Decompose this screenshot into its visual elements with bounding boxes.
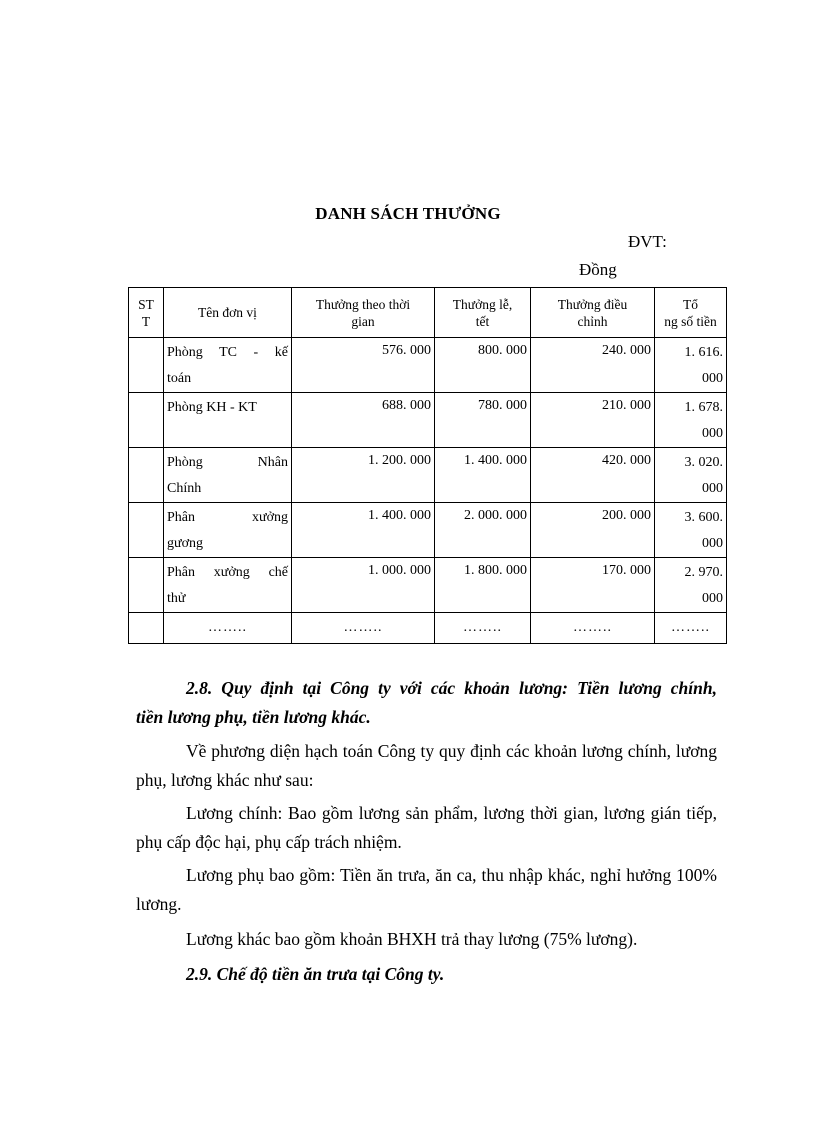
cell-holiday-bonus: 1. 800. 000 — [435, 558, 531, 613]
table-row — [129, 503, 727, 558]
cell-empty — [129, 613, 164, 644]
cell-stt — [129, 338, 164, 393]
cell-time-bonus: 688. 000 — [292, 393, 435, 448]
page-title: DANH SÁCH THƯỞNG — [315, 204, 501, 223]
paragraph-accounting: Về phương diện hạch toán Công ty quy định các khoản lương chính, lương phụ, lương khác như sau: — [136, 741, 717, 790]
ellipsis-cell: …….. — [531, 613, 655, 644]
cell-holiday-bonus: 2. 000. 000 — [435, 503, 531, 558]
paragraph-other-salary: Lương khác bao gồm khoản BHXH trả thay lương (75% lương). — [186, 929, 638, 949]
table-row — [129, 393, 727, 448]
cell-name: Phòng KH - KT — [164, 393, 292, 448]
ellipsis-cell: …….. — [292, 613, 435, 644]
header-name: Tên đơn vị — [164, 288, 292, 338]
cell-holiday-bonus: 800. 000 — [435, 338, 531, 393]
header-total: Tổ ng số tiền — [655, 288, 727, 338]
section-2-8-heading-line2: tiền lương phụ, tiền lương khác. — [136, 707, 371, 727]
table-row — [129, 338, 727, 393]
cell-stt — [129, 503, 164, 558]
cell-name: Phân xưởng gương — [164, 503, 292, 558]
header-stt: ST T — [129, 288, 164, 338]
cell-stt — [129, 393, 164, 448]
ellipsis-cell: …….. — [164, 613, 292, 644]
unit-label: ĐVT: — [628, 232, 667, 251]
header-holiday-bonus: Thưởng lễ, tết — [435, 288, 531, 338]
cell-name: Phân xưởng chế thử — [164, 558, 292, 613]
cell-stt — [129, 448, 164, 503]
cell-total: 1. 678. 000 — [655, 393, 727, 448]
header-time-bonus: Thưởng theo thời gian — [292, 288, 435, 338]
cell-name: Phòng TC - kế toán — [164, 338, 292, 393]
cell-time-bonus: 1. 000. 000 — [292, 558, 435, 613]
cell-total: 3. 600. 000 — [655, 503, 727, 558]
cell-adjust-bonus: 210. 000 — [531, 393, 655, 448]
table-row — [129, 558, 727, 613]
cell-adjust-bonus: 200. 000 — [531, 503, 655, 558]
cell-adjust-bonus: 170. 000 — [531, 558, 655, 613]
header-adjust-bonus: Thưởng điều chỉnh — [531, 288, 655, 338]
section-2-9-heading: 2.9. Chế độ tiền ăn trưa tại Công ty. — [186, 964, 445, 984]
table-row — [129, 448, 727, 503]
cell-adjust-bonus: 240. 000 — [531, 338, 655, 393]
cell-time-bonus: 1. 400. 000 — [292, 503, 435, 558]
cell-adjust-bonus: 420. 000 — [531, 448, 655, 503]
cell-time-bonus: 576. 000 — [292, 338, 435, 393]
cell-holiday-bonus: 1. 400. 000 — [435, 448, 531, 503]
unit-value: Đồng — [579, 260, 617, 279]
cell-name: Phòng Nhân Chính — [164, 448, 292, 503]
cell-stt — [129, 558, 164, 613]
table-header-row — [129, 288, 727, 338]
ellipsis-cell: …….. — [435, 613, 531, 644]
cell-time-bonus: 1. 200. 000 — [292, 448, 435, 503]
cell-total: 2. 970. 000 — [655, 558, 727, 613]
paragraph-main-salary: Lương chính: Bao gồm lương sản phẩm, lương thời gian, lương gián tiếp, phụ cấp độc hại, phụ cấp trách nhiệm. — [136, 803, 717, 852]
paragraph-extra-salary: Lương phụ bao gồm: Tiền ăn trưa, ăn ca, thu nhập khác, nghỉ hưởng 100% lương. — [136, 865, 717, 914]
section-2-8-heading-line1: 2.8. Quy định tại Công ty với các khoản lương: Tiền lương chính, — [186, 678, 717, 698]
cell-total: 1. 616. 000 — [655, 338, 727, 393]
reward-table — [128, 287, 727, 644]
ellipsis-cell: …….. — [655, 613, 727, 644]
cell-total: 3. 020. 000 — [655, 448, 727, 503]
cell-holiday-bonus: 780. 000 — [435, 393, 531, 448]
table-row-ellipsis — [129, 613, 727, 644]
